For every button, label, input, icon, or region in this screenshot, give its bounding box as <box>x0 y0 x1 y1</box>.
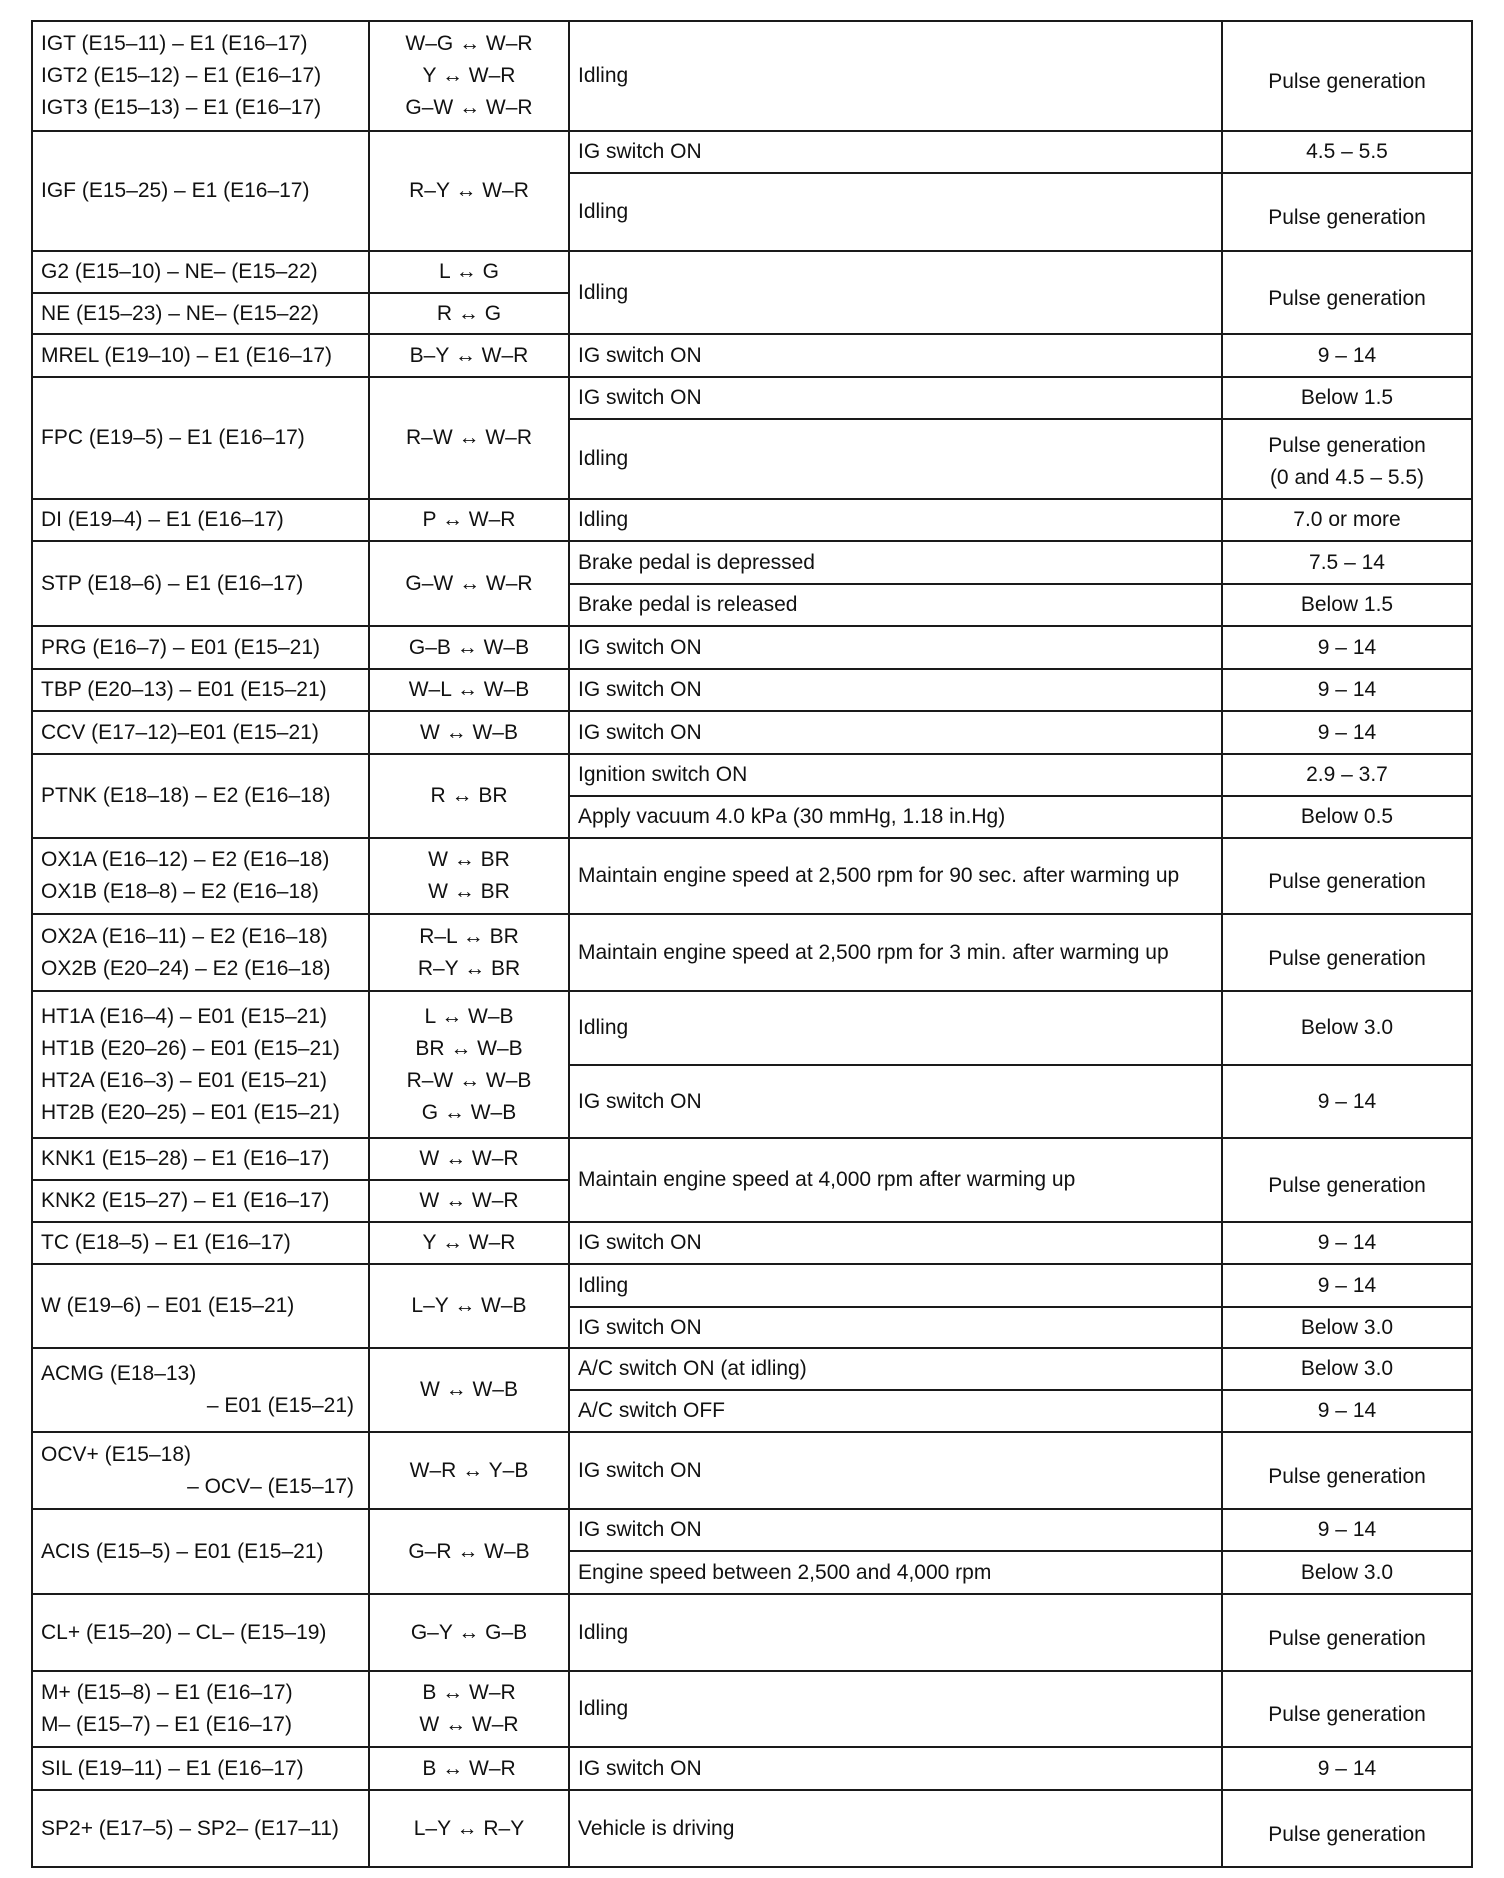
specified-condition-cell: Pulse generation <box>1222 1594 1472 1671</box>
terminal-cell: IGF (E15–25) – E1 (E16–17) <box>32 131 369 251</box>
table-row <box>32 541 1472 584</box>
wiring-color-cell: R–L ↔ BR R–Y ↔ BR <box>369 914 569 991</box>
condition-cell: Maintain engine speed at 2,500 rpm for 3 min. after warming up <box>569 914 1222 991</box>
condition-cell: IG switch ON <box>569 1747 1222 1790</box>
wiring-color-cell: W ↔ W–R <box>369 1138 569 1180</box>
terminal-cell: OX1A (E16–12) – E2 (E16–18) OX1B (E18–8) – E2 (E16–18) <box>32 838 369 914</box>
specified-condition-cell: Below 3.0 <box>1222 991 1472 1065</box>
table-row <box>32 21 1472 131</box>
terminal-cell: PRG (E16–7) – E01 (E15–21) <box>32 626 369 669</box>
table-row <box>32 711 1472 754</box>
specified-condition-cell: Pulse generation <box>1222 1138 1472 1222</box>
condition-cell: Idling <box>569 1594 1222 1671</box>
condition-cell: IG switch ON <box>569 131 1222 173</box>
wiring-color-cell: P ↔ W–R <box>369 499 569 541</box>
specified-condition-cell: Pulse generation <box>1222 914 1472 991</box>
table-row <box>32 669 1472 711</box>
table-row <box>32 1671 1472 1747</box>
terminal-cell: SIL (E19–11) – E1 (E16–17) <box>32 1747 369 1790</box>
wiring-color-cell: Y ↔ W–R <box>369 1222 569 1264</box>
condition-cell: Vehicle is driving <box>569 1790 1222 1867</box>
wiring-color-cell: B ↔ W–R <box>369 1747 569 1790</box>
specified-condition-cell: 7.5 – 14 <box>1222 541 1472 584</box>
ecm-terminal-inspection-table <box>31 20 1473 1868</box>
condition-cell: Idling <box>569 1264 1222 1307</box>
wiring-color-cell: G–B ↔ W–B <box>369 626 569 669</box>
wiring-color-cell: W–L ↔ W–B <box>369 669 569 711</box>
terminal-cell: TC (E18–5) – E1 (E16–17) <box>32 1222 369 1264</box>
table-row <box>32 251 1472 293</box>
wiring-color-cell: W–R ↔ Y–B <box>369 1432 569 1509</box>
wiring-color-cell: R–W ↔ W–R <box>369 377 569 499</box>
specified-condition-cell: Below 3.0 <box>1222 1551 1472 1594</box>
specified-condition-cell: 9 – 14 <box>1222 1747 1472 1790</box>
condition-cell: IG switch ON <box>569 711 1222 754</box>
wiring-color-cell: L–Y ↔ R–Y <box>369 1790 569 1867</box>
table-row <box>32 914 1472 991</box>
specified-condition-cell: Pulse generation <box>1222 1671 1472 1747</box>
specified-condition-cell: 9 – 14 <box>1222 1264 1472 1307</box>
condition-cell: IG switch ON <box>569 1065 1222 1138</box>
table-row <box>32 1138 1472 1180</box>
terminal-cell: CCV (E17–12)–E01 (E15–21) <box>32 711 369 754</box>
condition-cell: Idling <box>569 419 1222 499</box>
specified-condition-cell: Below 1.5 <box>1222 377 1472 419</box>
specified-condition-cell: 9 – 14 <box>1222 1390 1472 1432</box>
specified-condition-cell: 9 – 14 <box>1222 626 1472 669</box>
terminal-cell: MREL (E19–10) – E1 (E16–17) <box>32 334 369 377</box>
specified-condition-cell: 9 – 14 <box>1222 711 1472 754</box>
condition-cell: IG switch ON <box>569 1222 1222 1264</box>
wiring-color-cell: W ↔ W–R <box>369 1180 569 1222</box>
terminal-cell: W (E19–6) – E01 (E15–21) <box>32 1264 369 1348</box>
condition-cell: Brake pedal is released <box>569 584 1222 626</box>
specified-condition-cell: 9 – 14 <box>1222 1222 1472 1264</box>
condition-cell: Idling <box>569 251 1222 334</box>
condition-cell: Apply vacuum 4.0 kPa (30 mmHg, 1.18 in.Hg) <box>569 796 1222 838</box>
specified-condition-cell: 9 – 14 <box>1222 1065 1472 1138</box>
terminal-cell: OX2A (E16–11) – E2 (E16–18) OX2B (E20–24) – E2 (E16–18) <box>32 914 369 991</box>
wiring-color-cell: W ↔ W–B <box>369 711 569 754</box>
table-row <box>32 754 1472 796</box>
table-row <box>32 1264 1472 1307</box>
specified-condition-cell: Pulse generation <box>1222 838 1472 914</box>
condition-cell: A/C switch OFF <box>569 1390 1222 1432</box>
terminal-cell: SP2+ (E17–5) – SP2– (E17–11) <box>32 1790 369 1867</box>
terminal-cell: DI (E19–4) – E1 (E16–17) <box>32 499 369 541</box>
wiring-color-cell: B–Y ↔ W–R <box>369 334 569 377</box>
condition-cell: Idling <box>569 173 1222 251</box>
table-row <box>32 131 1472 173</box>
condition-cell: A/C switch ON (at idling) <box>569 1348 1222 1390</box>
table-row <box>32 1509 1472 1551</box>
specified-condition-cell: 4.5 – 5.5 <box>1222 131 1472 173</box>
specified-condition-cell: 9 – 14 <box>1222 669 1472 711</box>
terminal-cell: M+ (E15–8) – E1 (E16–17) M– (E15–7) – E1 (E16–17) <box>32 1671 369 1747</box>
terminal-cell: ACMG (E18–13) – E01 (E15–21) <box>32 1348 369 1432</box>
terminal-cell: TBP (E20–13) – E01 (E15–21) <box>32 669 369 711</box>
wiring-color-cell: G–Y ↔ G–B <box>369 1594 569 1671</box>
condition-cell: Engine speed between 2,500 and 4,000 rpm <box>569 1551 1222 1594</box>
wiring-color-cell: B ↔ W–R W ↔ W–R <box>369 1671 569 1747</box>
wiring-color-cell: R ↔ G <box>369 293 569 334</box>
table-row <box>32 499 1472 541</box>
condition-cell: IG switch ON <box>569 1432 1222 1509</box>
specified-condition-cell: 9 – 14 <box>1222 334 1472 377</box>
condition-cell: IG switch ON <box>569 626 1222 669</box>
condition-cell: Brake pedal is depressed <box>569 541 1222 584</box>
terminal-cell: FPC (E19–5) – E1 (E16–17) <box>32 377 369 499</box>
table-row <box>32 377 1472 419</box>
condition-cell: Idling <box>569 21 1222 131</box>
terminal-cell: ACIS (E15–5) – E01 (E15–21) <box>32 1509 369 1594</box>
wiring-color-cell: W ↔ W–B <box>369 1348 569 1432</box>
wiring-color-cell: R–Y ↔ W–R <box>369 131 569 251</box>
table-row <box>32 838 1472 914</box>
condition-cell: Idling <box>569 1671 1222 1747</box>
condition-cell: IG switch ON <box>569 1307 1222 1348</box>
table-row <box>32 1747 1472 1790</box>
condition-cell: Maintain engine speed at 4,000 rpm after warming up <box>569 1138 1222 1222</box>
specified-condition-cell: Pulse generation (0 and 4.5 – 5.5) <box>1222 419 1472 499</box>
condition-cell: Idling <box>569 991 1222 1065</box>
table-row <box>32 1222 1472 1264</box>
terminal-cell: PTNK (E18–18) – E2 (E16–18) <box>32 754 369 838</box>
condition-cell: Idling <box>569 499 1222 541</box>
condition-cell: IG switch ON <box>569 669 1222 711</box>
specified-condition-cell: 9 – 14 <box>1222 1509 1472 1551</box>
specified-condition-cell: Below 1.5 <box>1222 584 1472 626</box>
wiring-color-cell: W–G ↔ W–R Y ↔ W–R G–W ↔ W–R <box>369 21 569 131</box>
wiring-color-cell: L–Y ↔ W–B <box>369 1264 569 1348</box>
wiring-color-cell: R ↔ BR <box>369 754 569 838</box>
terminal-cell: G2 (E15–10) – NE– (E15–22) <box>32 251 369 293</box>
wiring-color-cell: G–R ↔ W–B <box>369 1509 569 1594</box>
terminal-cell: KNK2 (E15–27) – E1 (E16–17) <box>32 1180 369 1222</box>
specified-condition-cell: Pulse generation <box>1222 173 1472 251</box>
specified-condition-cell: Pulse generation <box>1222 1790 1472 1867</box>
condition-cell: Maintain engine speed at 2,500 rpm for 90 sec. after warming up <box>569 838 1222 914</box>
terminal-cell: NE (E15–23) – NE– (E15–22) <box>32 293 369 334</box>
condition-cell: IG switch ON <box>569 334 1222 377</box>
specified-condition-cell: 7.0 or more <box>1222 499 1472 541</box>
specified-condition-cell: Below 3.0 <box>1222 1348 1472 1390</box>
wiring-color-cell: L ↔ G <box>369 251 569 293</box>
wiring-color-cell: W ↔ BR W ↔ BR <box>369 838 569 914</box>
terminal-cell: KNK1 (E15–28) – E1 (E16–17) <box>32 1138 369 1180</box>
table-row <box>32 991 1472 1065</box>
wiring-color-cell: G–W ↔ W–R <box>369 541 569 626</box>
table-row <box>32 626 1472 669</box>
terminal-cell: OCV+ (E15–18) – OCV– (E15–17) <box>32 1432 369 1509</box>
terminal-cell: HT1A (E16–4) – E01 (E15–21) HT1B (E20–26) – E01 (E15–21) HT2A (E16–3) – E01 (E15–21) HT2B (E20–25) – E01 (E15–21) <box>32 991 369 1138</box>
wiring-color-cell: L ↔ W–B BR ↔ W–B R–W ↔ W–B G ↔ W–B <box>369 991 569 1138</box>
condition-cell: IG switch ON <box>569 377 1222 419</box>
terminal-cell: IGT (E15–11) – E1 (E16–17) IGT2 (E15–12) – E1 (E16–17) IGT3 (E15–13) – E1 (E16–17) <box>32 21 369 131</box>
condition-cell: IG switch ON <box>569 1509 1222 1551</box>
specified-condition-cell: Pulse generation <box>1222 251 1472 334</box>
specified-condition-cell: Below 0.5 <box>1222 796 1472 838</box>
specified-condition-cell: Pulse generation <box>1222 21 1472 131</box>
table-row <box>32 1594 1472 1671</box>
table-row <box>32 1432 1472 1509</box>
specified-condition-cell: Below 3.0 <box>1222 1307 1472 1348</box>
terminal-cell: CL+ (E15–20) – CL– (E15–19) <box>32 1594 369 1671</box>
condition-cell: Ignition switch ON <box>569 754 1222 796</box>
table-row <box>32 1348 1472 1390</box>
table-row <box>32 334 1472 377</box>
terminal-cell: STP (E18–6) – E1 (E16–17) <box>32 541 369 626</box>
specified-condition-cell: 2.9 – 3.7 <box>1222 754 1472 796</box>
specified-condition-cell: Pulse generation <box>1222 1432 1472 1509</box>
table-row <box>32 1790 1472 1867</box>
